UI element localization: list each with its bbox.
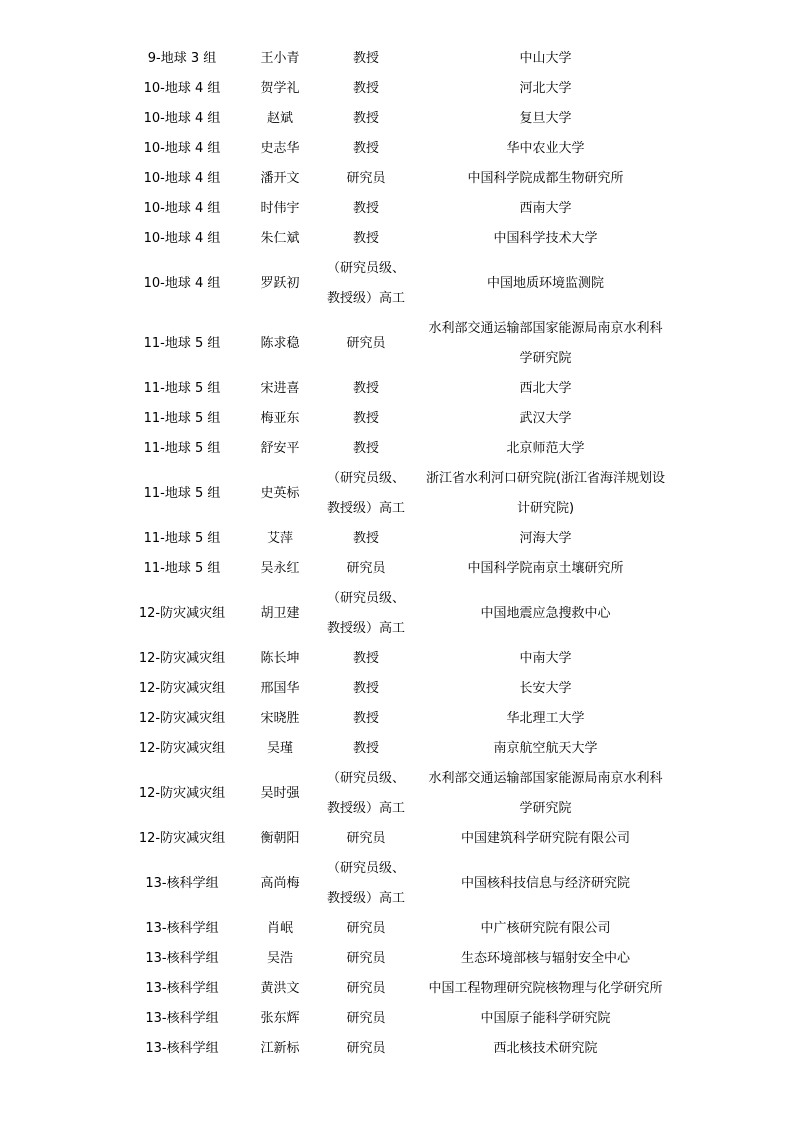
title-line: （研究员级、 xyxy=(326,261,405,276)
institution-line: 生态环境部核与辐射安全中心 xyxy=(460,951,630,966)
group-cell: 10-地球 4 组 xyxy=(143,141,221,156)
institution-cell xyxy=(408,1034,683,1064)
group-cell: 9-地球 3 组 xyxy=(147,51,217,66)
institution-line: 西北大学 xyxy=(519,381,572,396)
title-line: 研究员 xyxy=(346,951,386,966)
institution-cell xyxy=(408,74,683,104)
institution-line: 北京师范大学 xyxy=(506,441,585,456)
title-cell xyxy=(324,164,408,194)
roster-body xyxy=(128,44,683,1064)
group-cell: 11-地球 5 组 xyxy=(143,381,221,396)
title-cell xyxy=(324,944,408,974)
name-cell: 邢国华 xyxy=(260,681,300,696)
title-cell xyxy=(324,1004,408,1034)
institution-cell xyxy=(408,44,683,74)
group-cell: 12-防灾减灾组 xyxy=(138,741,226,756)
title-line: 教授 xyxy=(352,651,379,666)
institution-line: 中国建筑科学研究院有限公司 xyxy=(460,831,630,846)
group-cell: 11-地球 5 组 xyxy=(143,486,221,501)
title-line: 教授 xyxy=(352,411,379,426)
table-row xyxy=(128,134,683,164)
institution-line: 学研究院 xyxy=(519,801,572,816)
institution-line: 华中农业大学 xyxy=(506,141,585,156)
name-cell: 王小青 xyxy=(260,51,300,66)
table-row xyxy=(128,824,683,854)
institution-line: 浙江省水利河口研究院(浙江省海洋规划设 xyxy=(425,471,666,486)
title-line: 研究员 xyxy=(346,1011,386,1026)
expert-roster-table xyxy=(128,44,683,1064)
name-cell: 陈长坤 xyxy=(260,651,300,666)
name-cell: 罗跃初 xyxy=(260,276,300,291)
group-cell: 12-防灾减灾组 xyxy=(138,786,226,801)
title-cell xyxy=(324,404,408,434)
title-cell xyxy=(324,374,408,404)
institution-cell xyxy=(408,434,683,464)
table-row xyxy=(128,1004,683,1034)
institution-line: 中国地震应急搜救中心 xyxy=(480,606,611,621)
title-line: 研究员 xyxy=(346,831,386,846)
table-row xyxy=(128,584,683,644)
title-line: 教授 xyxy=(352,681,379,696)
name-cell: 宋晓胜 xyxy=(260,711,300,726)
table-row xyxy=(128,44,683,74)
title-line: 教授级）高工 xyxy=(326,891,405,906)
table-row xyxy=(128,104,683,134)
group-cell: 10-地球 4 组 xyxy=(143,201,221,216)
institution-line: 学研究院 xyxy=(519,351,572,366)
title-line: （研究员级、 xyxy=(326,861,405,876)
name-cell: 潘开文 xyxy=(260,171,300,186)
group-cell: 12-防灾减灾组 xyxy=(138,681,226,696)
institution-cell xyxy=(408,764,683,824)
table-row xyxy=(128,194,683,224)
institution-line: 长安大学 xyxy=(519,681,572,696)
table-row xyxy=(128,314,683,374)
title-line: 研究员 xyxy=(346,1041,386,1056)
institution-cell xyxy=(408,644,683,674)
name-cell: 史志华 xyxy=(260,141,300,156)
title-cell xyxy=(324,254,408,314)
title-cell xyxy=(324,1034,408,1064)
title-cell xyxy=(324,734,408,764)
institution-line: 河海大学 xyxy=(519,531,572,546)
institution-cell xyxy=(408,824,683,854)
name-cell: 时伟宇 xyxy=(260,201,300,216)
table-row xyxy=(128,854,683,914)
title-cell xyxy=(324,764,408,824)
title-line: 教授 xyxy=(352,741,379,756)
institution-line: 计研究院) xyxy=(516,501,575,516)
institution-cell xyxy=(408,1004,683,1034)
group-cell: 13-核科学组 xyxy=(145,1041,219,1056)
title-cell xyxy=(324,464,408,524)
title-line: 教授 xyxy=(352,141,379,156)
name-cell: 宋进喜 xyxy=(260,381,300,396)
group-cell: 11-地球 5 组 xyxy=(143,531,221,546)
institution-line: 中国地质环境监测院 xyxy=(486,276,604,291)
table-row xyxy=(128,224,683,254)
name-cell: 江新标 xyxy=(260,1041,300,1056)
institution-line: 华北理工大学 xyxy=(506,711,585,726)
institution-cell xyxy=(408,404,683,434)
institution-cell xyxy=(408,224,683,254)
table-row xyxy=(128,164,683,194)
institution-cell xyxy=(408,944,683,974)
name-cell: 史英标 xyxy=(260,486,300,501)
institution-line: 中国原子能科学研究院 xyxy=(480,1011,611,1026)
name-cell: 胡卫建 xyxy=(260,606,300,621)
institution-cell xyxy=(408,254,683,314)
group-cell: 13-核科学组 xyxy=(145,1011,219,1026)
table-row xyxy=(128,644,683,674)
group-cell: 10-地球 4 组 xyxy=(143,276,221,291)
group-cell: 10-地球 4 组 xyxy=(143,111,221,126)
institution-line: 中国科学院南京土壤研究所 xyxy=(467,561,624,576)
title-line: 教授级）高工 xyxy=(326,621,405,636)
institution-cell xyxy=(408,584,683,644)
table-row xyxy=(128,374,683,404)
name-cell: 赵斌 xyxy=(266,111,293,126)
title-line: 教授 xyxy=(352,231,379,246)
institution-cell xyxy=(408,134,683,164)
title-line: 研究员 xyxy=(346,336,386,351)
institution-cell xyxy=(408,674,683,704)
institution-cell xyxy=(408,464,683,524)
title-cell xyxy=(324,74,408,104)
group-cell: 11-地球 5 组 xyxy=(143,441,221,456)
title-cell xyxy=(324,554,408,584)
title-cell xyxy=(324,104,408,134)
table-row xyxy=(128,944,683,974)
title-line: （研究员级、 xyxy=(326,471,405,486)
table-row xyxy=(128,674,683,704)
title-line: （研究员级、 xyxy=(326,591,405,606)
title-cell xyxy=(324,914,408,944)
institution-cell xyxy=(408,554,683,584)
table-row xyxy=(128,254,683,314)
title-cell xyxy=(324,974,408,1004)
institution-line: 中广核研究院有限公司 xyxy=(480,921,611,936)
name-cell: 朱仁斌 xyxy=(260,231,300,246)
group-cell: 11-地球 5 组 xyxy=(143,411,221,426)
title-cell xyxy=(324,134,408,164)
group-cell: 10-地球 4 组 xyxy=(143,81,221,96)
title-line: 教授 xyxy=(352,201,379,216)
title-line: 教授级）高工 xyxy=(326,801,405,816)
name-cell: 衡朝阳 xyxy=(260,831,300,846)
institution-line: 中国科学院成都生物研究所 xyxy=(467,171,624,186)
institution-line: 中山大学 xyxy=(519,51,572,66)
title-cell xyxy=(324,704,408,734)
institution-cell xyxy=(408,734,683,764)
group-cell: 12-防灾减灾组 xyxy=(138,606,226,621)
title-line: 教授 xyxy=(352,111,379,126)
institution-line: 中国工程物理研究院核物理与化学研究所 xyxy=(428,981,663,996)
group-cell: 11-地球 5 组 xyxy=(143,336,221,351)
institution-cell xyxy=(408,374,683,404)
table-row xyxy=(128,74,683,104)
institution-line: 中南大学 xyxy=(519,651,572,666)
group-cell: 10-地球 4 组 xyxy=(143,231,221,246)
institution-cell xyxy=(408,104,683,134)
institution-line: 西北核技术研究院 xyxy=(493,1041,598,1056)
name-cell: 肖岷 xyxy=(266,921,293,936)
name-cell: 舒安平 xyxy=(260,441,300,456)
title-cell xyxy=(324,584,408,644)
title-cell xyxy=(324,314,408,374)
name-cell: 吴浩 xyxy=(266,951,293,966)
institution-cell xyxy=(408,974,683,1004)
institution-line: 水利部交通运输部国家能源局南京水利科 xyxy=(428,771,663,786)
group-cell: 12-防灾减灾组 xyxy=(138,711,226,726)
institution-cell xyxy=(408,854,683,914)
title-line: 教授 xyxy=(352,531,379,546)
institution-cell xyxy=(408,194,683,224)
institution-line: 水利部交通运输部国家能源局南京水利科 xyxy=(428,321,663,336)
title-cell xyxy=(324,194,408,224)
table-row xyxy=(128,554,683,584)
table-row xyxy=(128,764,683,824)
title-line: 教授级）高工 xyxy=(326,501,405,516)
institution-line: 河北大学 xyxy=(519,81,572,96)
name-cell: 高尚梅 xyxy=(260,876,300,891)
table-row xyxy=(128,1034,683,1064)
title-cell xyxy=(324,644,408,674)
name-cell: 吴瑾 xyxy=(266,741,293,756)
name-cell: 吴时强 xyxy=(260,786,300,801)
title-line: 教授级）高工 xyxy=(326,291,405,306)
title-line: 教授 xyxy=(352,711,379,726)
table-row xyxy=(128,734,683,764)
title-cell xyxy=(324,434,408,464)
table-row xyxy=(128,434,683,464)
institution-cell xyxy=(408,704,683,734)
institution-line: 南京航空航天大学 xyxy=(493,741,598,756)
group-cell: 13-核科学组 xyxy=(145,876,219,891)
title-line: 研究员 xyxy=(346,171,386,186)
group-cell: 12-防灾减灾组 xyxy=(138,831,226,846)
name-cell: 吴永红 xyxy=(260,561,300,576)
table-row xyxy=(128,464,683,524)
group-cell: 10-地球 4 组 xyxy=(143,171,221,186)
title-line: 教授 xyxy=(352,51,379,66)
title-cell xyxy=(324,524,408,554)
name-cell: 陈求稳 xyxy=(260,336,300,351)
institution-line: 复旦大学 xyxy=(519,111,572,126)
title-line: 教授 xyxy=(352,81,379,96)
title-cell xyxy=(324,224,408,254)
group-cell: 13-核科学组 xyxy=(145,951,219,966)
group-cell: 11-地球 5 组 xyxy=(143,561,221,576)
table-row xyxy=(128,524,683,554)
table-row xyxy=(128,404,683,434)
title-cell xyxy=(324,824,408,854)
title-line: 研究员 xyxy=(346,981,386,996)
name-cell: 贺学礼 xyxy=(260,81,300,96)
institution-cell xyxy=(408,524,683,554)
title-cell xyxy=(324,854,408,914)
title-cell xyxy=(324,674,408,704)
group-cell: 13-核科学组 xyxy=(145,921,219,936)
institution-line: 武汉大学 xyxy=(519,411,572,426)
title-line: （研究员级、 xyxy=(326,771,405,786)
institution-cell xyxy=(408,914,683,944)
group-cell: 13-核科学组 xyxy=(145,981,219,996)
institution-line: 西南大学 xyxy=(519,201,572,216)
title-line: 研究员 xyxy=(346,561,386,576)
title-line: 教授 xyxy=(352,441,379,456)
institution-line: 中国核科技信息与经济研究院 xyxy=(460,876,630,891)
table-row xyxy=(128,914,683,944)
table-row xyxy=(128,974,683,1004)
name-cell: 黄洪文 xyxy=(260,981,300,996)
institution-line: 中国科学技术大学 xyxy=(493,231,598,246)
name-cell: 梅亚东 xyxy=(260,411,300,426)
table-row xyxy=(128,704,683,734)
institution-cell xyxy=(408,164,683,194)
title-cell xyxy=(324,44,408,74)
group-cell: 12-防灾减灾组 xyxy=(138,651,226,666)
title-line: 教授 xyxy=(352,381,379,396)
name-cell: 张东辉 xyxy=(260,1011,300,1026)
title-line: 研究员 xyxy=(346,921,386,936)
name-cell: 艾萍 xyxy=(266,531,293,546)
institution-cell xyxy=(408,314,683,374)
